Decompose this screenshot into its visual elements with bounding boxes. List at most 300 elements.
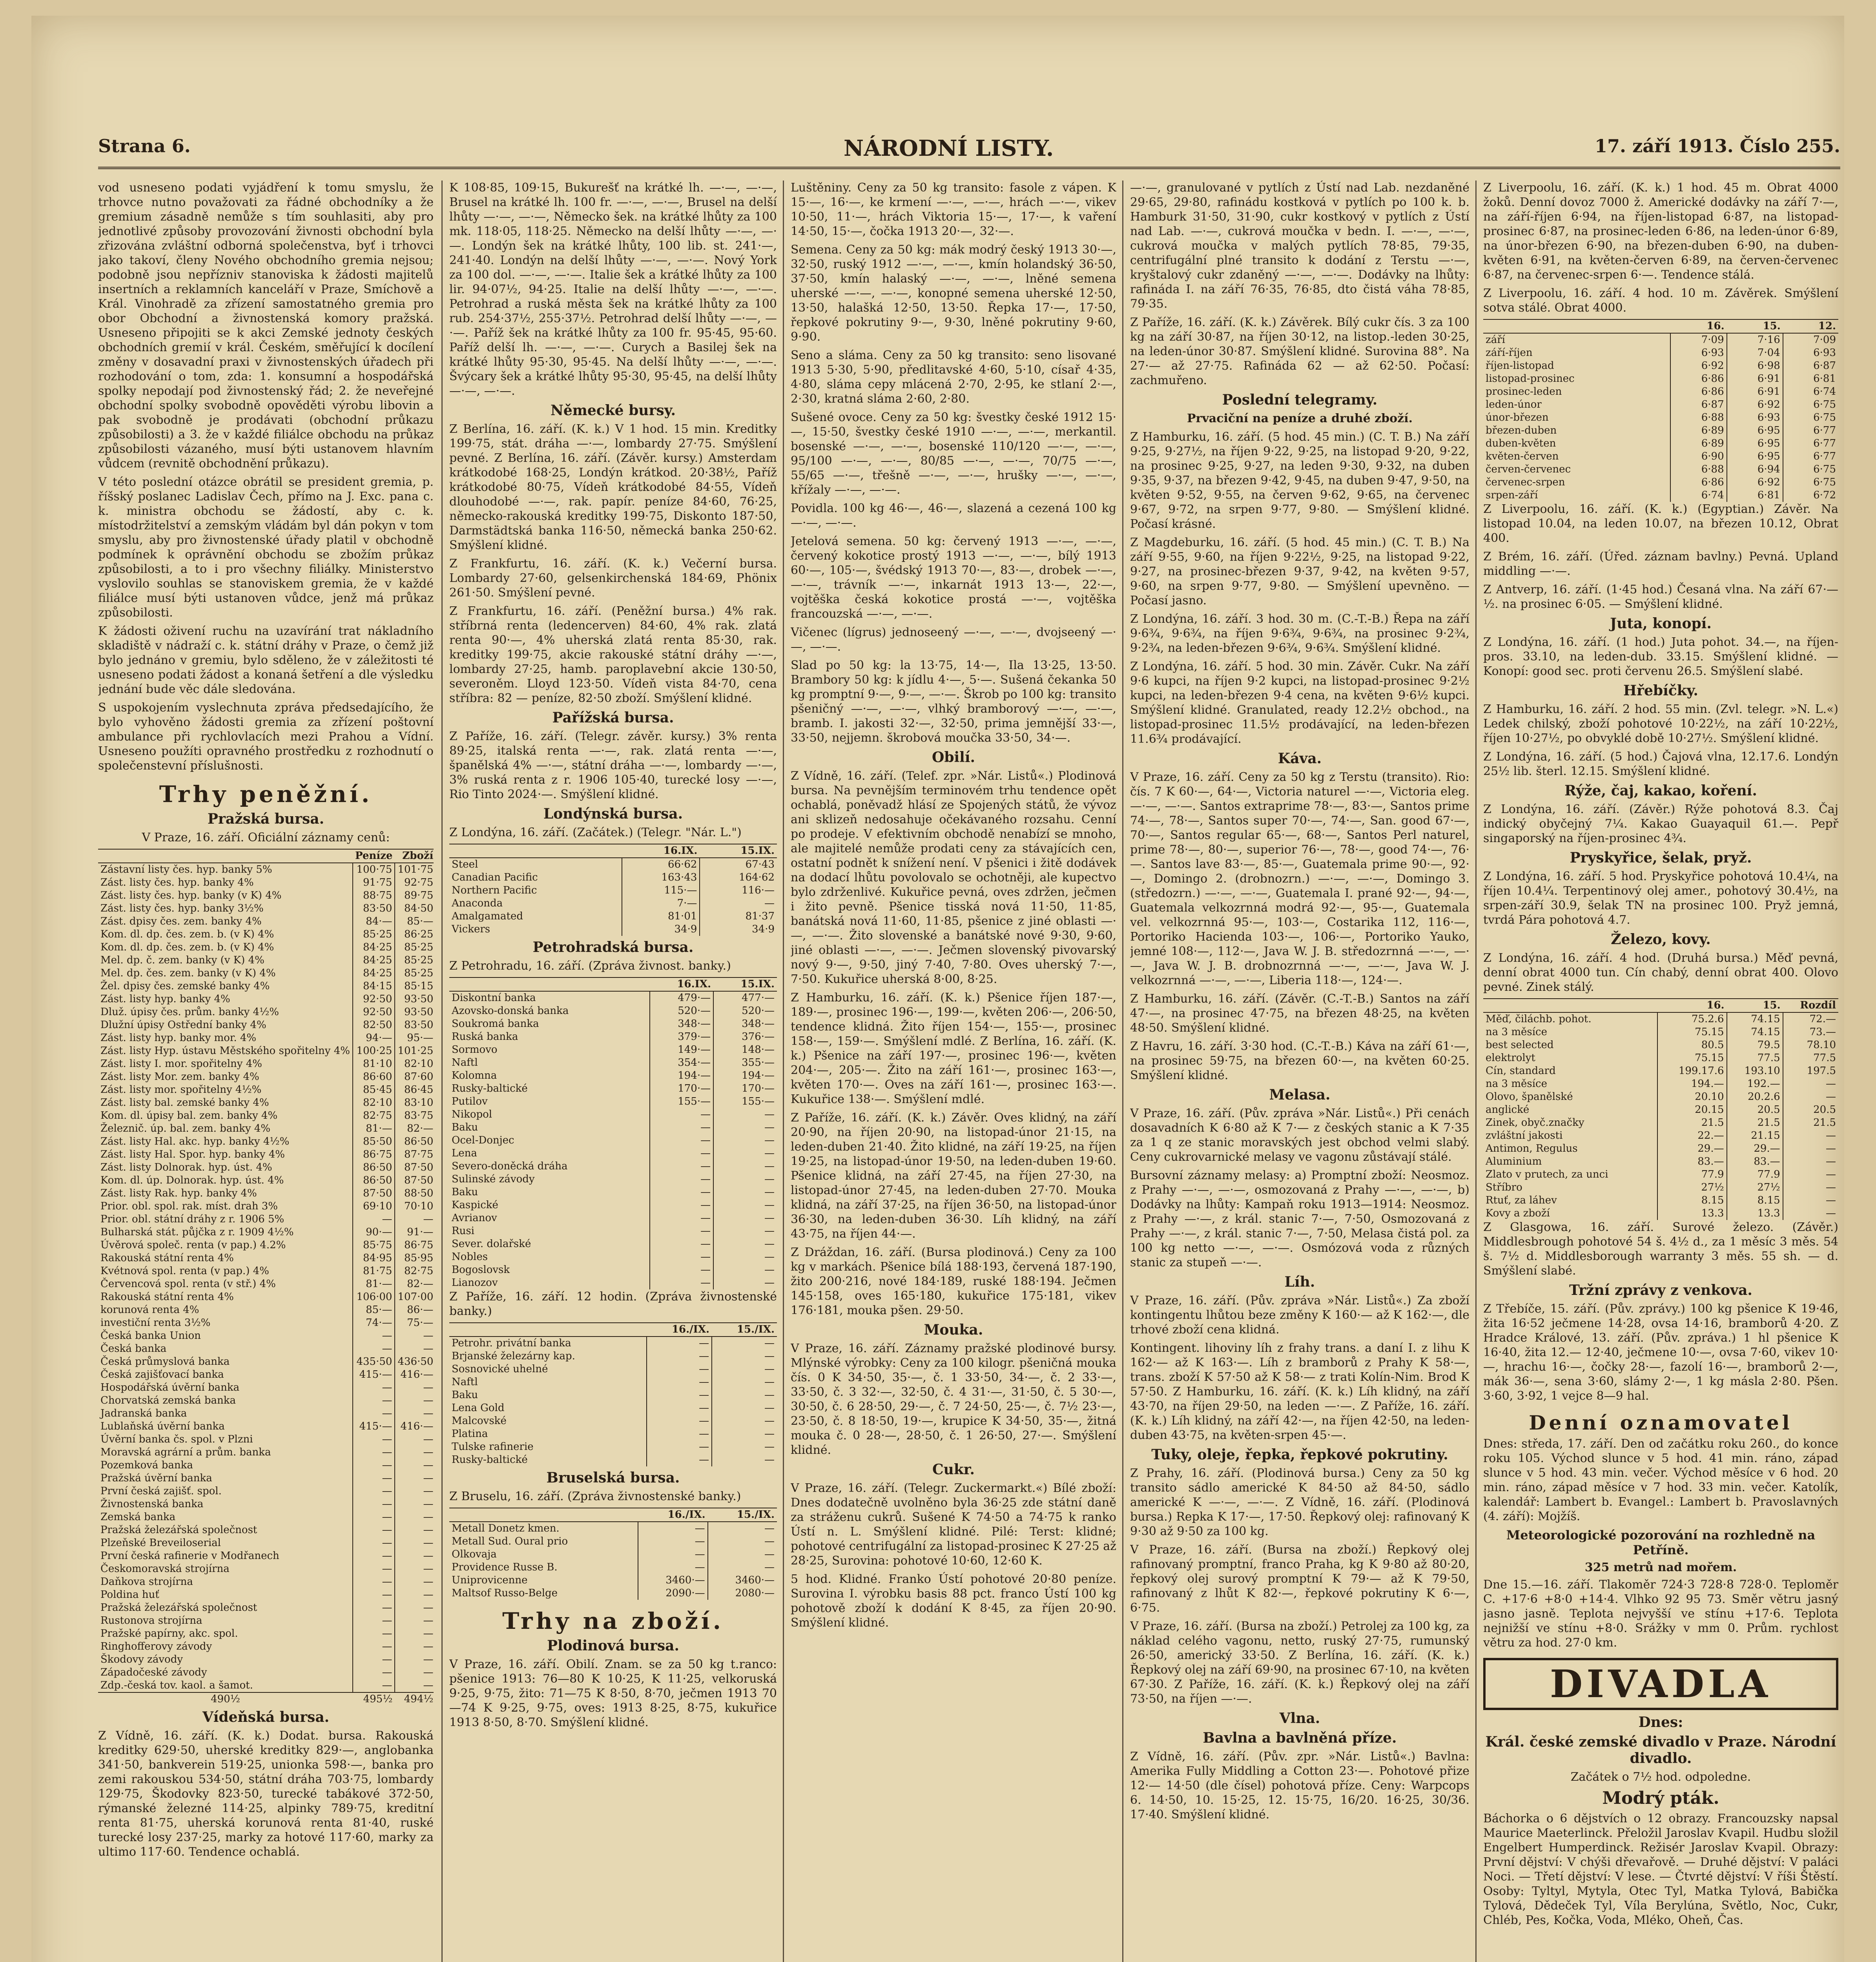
prague-bourse-value-cell: 100·25 (353, 1045, 395, 1058)
paris-bourse-row (449, 1389, 777, 1402)
subsection-heading: Tržní zprávy z venkova. (1569, 1282, 1752, 1298)
metals-row (1483, 1181, 1838, 1194)
brussels-bourse-value-cell: 3460·— (638, 1574, 708, 1587)
prague-bourse-value-cell: — (353, 1498, 395, 1511)
prague-bourse-row (98, 1575, 434, 1588)
market-paragraph: Z Vídně, 16. září. (Telef. zpr. »Nár. Listů«.) Plodinová bursa. Na pevnějším terminovém trhu tendence opět ochablá, poněvadž hlásí ze Spojených států, že vývoz ani sklizeň nedosahuje očekávaného rozsahu. Cenní po prodeje. V efektivním obchodě nenabízí se mnoho, ale majitelé nemůže prodati ceny za stávajících cen, ostatní podnět k snížení není. V pšenici i žitě dodávek na dodací lhůtu povolovalo se ochotněji, ale kupectvo bylo zdrženlivé. Kukuřice pevná, oves zdržen, ječmen i žito pevně. Pšenice tisská nová 11·50, 11·85, banátská nová 11·60, 11·85, pšenice z jiné oblasti —·—, —·—. Žito slovenské a banátské nové 9·30, 9·60, jiné oblasti —·—, —·—. Ječmen slovenský pivovarský nový 9·—, 9·50, jiný 7·40, 7·80. Oves uherský 7·—, 7·50. Kukuřice uherská 8·00, 8·25. (791, 769, 1116, 986)
liverpool-cotton-value-cell: 6·87 (1670, 398, 1727, 411)
paris-bourse-value-cell: — (712, 1376, 777, 1389)
prague-bourse-value-cell: 81·10 (353, 1058, 395, 1070)
prague-bourse-row (98, 1239, 434, 1252)
petersburg-bourse-value-cell: — (650, 1134, 713, 1147)
subsection-note: Z Londýna, 16. září. (Začátek.) (Telegr. "Nár. L.") (449, 826, 742, 839)
liverpool-cotton-row (1483, 424, 1838, 437)
liverpool-cotton-table (1483, 319, 1838, 502)
prague-bourse-row (98, 1368, 434, 1381)
prague-bourse-value-cell: 88·50 (395, 1187, 434, 1200)
prague-bourse-value-cell: 85·— (395, 915, 434, 928)
market-paragraph: V Praze, 16. září. (Pův. zpráva »Nár. Listů«.) Za zboží kontingentu lhůtou beze změny K 160·— až K 162·—, dle trhové zboží cena klidná. (1130, 1294, 1469, 1337)
prague-bourse-value-cell: — (395, 1342, 434, 1355)
subsection-note: Z Paříže, 16. září. 12 hodin. (Zpráva živnostenské banky.) (449, 1290, 777, 1318)
prague-bourse-value-cell: 436·50 (395, 1355, 434, 1368)
metals-value-cell: 75.15 (1657, 1052, 1727, 1065)
prague-bourse-row (98, 1032, 434, 1045)
theatre-time: Začátek o 7½ hod. odpoledne. (1570, 1770, 1751, 1784)
prague-bourse-row (98, 876, 434, 889)
metals-row (1483, 1052, 1838, 1065)
prague-bourse-value-cell: — (353, 1342, 395, 1355)
prague-bourse-value-cell: — (353, 1588, 395, 1601)
prague-bourse-label-cell: Zemská banka (100, 1511, 176, 1523)
london-bourse-column-header: 15.IX. (700, 844, 777, 858)
prague-bourse-value-cell: — (395, 1381, 434, 1394)
prague-bourse-value-cell: 85·50 (353, 1135, 395, 1148)
petersburg-bourse-value-cell: 194·— (650, 1069, 713, 1082)
subsection-heading: Bruselská bursa. (546, 1470, 680, 1486)
market-paragraph: Z Liverpoolu, 16. září. (K. k.) 1 hod. 45 m. Obrat 4000 žoků. Denní dovoz 7000 ž. Americké dodávky na září 7·—, na září-říjen 6·94, na říjen-listopad 6·87, na listopad-prosinec 6·87, na prosinec-leden 6·86, na leden-únor 6·89, na únor-březen 6·90, na březen-duben 6·90, na duben-květen 6·91, na květen-červen 6·89, na červen-červenec 6·87, na červenec-srpen 6·—. Tendence stálá. (1483, 181, 1838, 282)
petersburg-bourse-value-cell: — (650, 1108, 713, 1121)
market-paragraph: Kontingent. lihoviny líh z frahy trans. a daní I. z lihu K 162·— až K 163·—. Líh z bramborů z Prahy K 58·—, trans. zboží K 57·50 až K 58·— z trati Kolín-Nim. Brod K 57·50. Z Hamburku, 16. září. (K. k.) Líh klidný, na září 43·70, na říjen 29·50, na leden —·—. Z Paříže, 16. září. (K. k.) Líh klidný, na září 42·—, na říjen 42·50, na leden-duben 43·75, na květen-srpen 45·—. (1130, 1341, 1469, 1442)
prague-bourse-label-cell: Česká banka Union (100, 1330, 201, 1342)
article-paragraph: K žádosti oživení ruchu na uzavírání trat nákladního skladiště v nádraží c. k. státní dráhy v Praze, o čemž již bylo jednáno v gremiu, bylo sděleno, že v záležitosti té usneseno podati žádost a konaná šetření a dle výsledku jednání bude věc dále sledována. (98, 624, 434, 696)
petersburg-bourse-value-cell: — (713, 1147, 777, 1160)
prague-bourse-value-cell: — (395, 1433, 434, 1446)
prague-bourse-label-cell: Česká průmyslová banka (100, 1356, 230, 1368)
column-1 (98, 181, 434, 1962)
liverpool-cotton-label-cell: září (1486, 334, 1505, 346)
liverpool-cotton-value-cell: 6·92 (1727, 398, 1783, 411)
prague-bourse-row (98, 928, 434, 941)
liverpool-cotton-column-header: 15. (1727, 319, 1783, 333)
prague-bourse-value-cell: 85·15 (395, 980, 434, 993)
liverpool-cotton-value-cell: 6·93 (1727, 411, 1783, 424)
prague-bourse-value-cell: 95·— (395, 1032, 434, 1045)
paris-bourse-row (449, 1402, 777, 1415)
prague-bourse-row (98, 1265, 434, 1278)
prague-bourse-label-cell: Ringhofferovy závody (100, 1641, 212, 1652)
prague-bourse-row (98, 941, 434, 954)
brussels-bourse-value-cell: 2090·— (638, 1587, 708, 1600)
prague-bourse-row (98, 1135, 434, 1148)
metals-label-cell: Stříbro (1486, 1182, 1522, 1193)
prague-bourse-value-cell: 82·75 (395, 1265, 434, 1278)
liverpool-cotton-row (1483, 476, 1838, 489)
london-bourse-row (449, 884, 777, 897)
petersburg-bourse-row (449, 1108, 777, 1121)
prague-bourse-value-cell: 94·— (353, 1032, 395, 1045)
subsection-heading: Pražská bursa. (207, 811, 325, 827)
prague-bourse-value-cell: — (353, 1446, 395, 1459)
prague-bourse-row (98, 863, 434, 876)
prague-bourse-value-cell: — (353, 1524, 395, 1537)
market-paragraph: Z Paříže, 16. září. (K. k.) Závěr. Oves klidný, na září 20·90, na říjen 20·90, na listopad-únor 21·15, na leden-duben 21·40. Žito klidné, na září 19·25, na říjen 19·25, na listopad-únor 19·50, na leden-duben 19·60. Pšenice klidná, na září 27·45, na říjen 27·30, na listopad-únor 27·45, na leden-duben 27·70. Mouka klidná, na září 37·25, na říjen 36·50, na listopad-únor 36·30, na leden-duben 36·30. Líh klidný, na září 43·75, na říjen 44·—. (791, 1111, 1116, 1241)
metals-value-cell: 27½ (1657, 1181, 1727, 1194)
prague-bourse-value-cell: 415·— (353, 1420, 395, 1433)
prague-bourse-value-cell: 86·75 (353, 1148, 395, 1161)
market-paragraph: Vičenec (lígrus) jednoseený —·—, —·—, dvojseený —·—, —·—. (791, 625, 1116, 654)
metals-value-cell: 8.15 (1657, 1194, 1727, 1207)
subsection-note: Prvaciční na peníze a druhé zboží. (1187, 412, 1413, 425)
liverpool-cotton-label-cell: květen-červen (1486, 450, 1559, 462)
liverpool-cotton-row (1483, 437, 1838, 450)
metals-value-cell: 77.9 (1727, 1168, 1783, 1181)
paris-bourse-value-cell: — (712, 1363, 777, 1376)
prague-bourse-row (98, 1278, 434, 1291)
prague-bourse-row (98, 1407, 434, 1420)
petersburg-bourse-row (449, 1147, 777, 1160)
market-paragraph: Z Liverpoolu, 16. září. (K. k.) (Egyptian.) Závěr. Na listopad 10.04, na leden 10.07, na březen 10.12, Obrat 400. (1483, 502, 1838, 545)
prague-bourse-value-cell: 85·75 (353, 1239, 395, 1252)
market-paragraph: V Praze, 16. září. (Telegr. Zuckermarkt.«) Bílé zboží: Dnes dodatečně uvolněno byla 36·25 zde státní daně za stráženu cukrů. Sušené K 74·50 a 74·75 k ranko Ústí n. L. Smýšlení klidné. Pilé: Terst: klidné; pohotové centrifugální za listopad-prosinec K 27·25 až 28·25, Surovina: pohotové 10·60, 12·60 K. (791, 1481, 1116, 1568)
petersburg-bourse-label-cell: Nobles (452, 1251, 488, 1263)
metals-label-cell: na 3 měsíce (1486, 1078, 1547, 1090)
market-paragraph: V Praze, 16. září. (Bursa na zboží.) Petrolej za 100 kg, za náklad celého vagonu, netto, ruský 27·75, rumunský 26·50, americký 33·50. Z Berlína, 16. září. (K. k.) Řepkový olej na září 69·90, na prosinec 67·10, na květen 67·30. Z Paříže, 16. září. (K. k.) Řepkový olej na září 73·50, na říjen —·—. (1130, 1619, 1469, 1706)
paris-bourse-value-cell: — (647, 1363, 712, 1376)
prague-bourse-label-cell: Úvěrní banka čs. spol. v Plzni (100, 1433, 253, 1445)
metals-value-cell: 199.17.6 (1657, 1065, 1727, 1078)
petersburg-bourse-row (449, 1251, 777, 1264)
petersburg-bourse-value-cell: — (713, 1160, 777, 1173)
petersburg-bourse-row (449, 1186, 777, 1199)
liverpool-cotton-value-cell: 6·89 (1670, 437, 1727, 450)
liverpool-cotton-value-cell: 6·81 (1783, 372, 1838, 385)
petersburg-bourse-label-cell: Lena (452, 1147, 477, 1159)
london-bourse-column-header (449, 844, 622, 858)
petersburg-bourse-value-cell: — (650, 1160, 713, 1173)
paris-bourse-row (449, 1441, 777, 1453)
prague-bourse-value-cell: 87·50 (395, 1174, 434, 1187)
brussels-bourse-value-cell: — (638, 1522, 708, 1535)
subsection-heading: Obilí. (932, 749, 975, 766)
prague-bourse-value-cell: 81·75 (353, 1265, 395, 1278)
prague-bourse-value-cell: 92·75 (395, 876, 434, 889)
market-paragraph: V Praze, 16. září. Záznamy pražské plodinové bursy. Mlýnské výrobky: Ceny za 100 kilogr. pšeničná mouka čís. 0 K 34·50, 35·—, č. 1 33·50, 34·—, č. 2 33·—, 33·50, č. 3 32·—, 32·50, č. 4 31·—, 31·50, č. 5 30·—, 30·50, č. 6 28·50, 29·—, č. 7 24·50, 25·—, č. 7½ 23·—, 23·50, č. 8 18·50, 19·—, krupice K 34·50, 35·—, žitná mouka č. 0 28·—, 28·50, č. 1 26·50, 27·—. Smýšlení klidné. (791, 1342, 1116, 1457)
newspaper-page (31, 16, 1844, 1962)
prague-bourse-value-cell: — (395, 1588, 434, 1601)
prague-bourse-label-cell: Zástavní listy čes. hyp. banky 5% (100, 864, 272, 875)
prague-bourse-row (98, 1524, 434, 1537)
liverpool-cotton-value-cell: 6·89 (1670, 424, 1727, 437)
prague-bourse-value-cell: — (395, 1472, 434, 1485)
metals-value-cell: 75.2.6 (1657, 1012, 1727, 1026)
prague-bourse-label-cell: Zást. listy čes. hyp. banky 3½% (100, 903, 264, 914)
petersburg-bourse-value-cell: 376·— (713, 1030, 777, 1043)
liverpool-cotton-row (1483, 463, 1838, 476)
prague-bourse-label-cell: Česká zajišťovací banka (100, 1369, 224, 1380)
metals-value-cell: 78.10 (1783, 1039, 1838, 1052)
market-paragraph: V Praze, 16. září. (Pův. zpráva »Nár. Listů«.) Při cenách dosavadních K 6·80 až K 7·— z českých stanic a K 7·35 za 1 q ze stanic moravských jest obchod velmi slabý. Ceny cukrovarnické melasy ve vagonu zůstávají stálé. (1130, 1107, 1469, 1164)
article-paragraph: K 108·85, 109·15, Bukurešť na krátké lh. —·—, —·—, Brusel na krátké lh. 100 fr. —·—, —·—, Brusel na delší lhůty —·—, —·—, Německo šek. na krátké lhůty za 100 mk. 118·05, 118·25. Německo na delší lhůty —·—, —·—. Londýn šek na krátké lhůty, 100 lib. st. 241·—, 241·40. Londýn na delší lhůty —·—, —·—. Nový York za 100 dol. —·—, —·—. Italie šek a krátké lhůty za 100 lir. 94·07½, 94·25. Italie na delší lhůty —·—, —·—. Petrohrad a ruská města šek na krátké lhůty za 100 rub. 254·37½, 255·37½. Petrohrad delší lhůty —·—, —·—. Paříž šek na krátké lhůty za 100 fr. 95·45, 95·60. Paříž delší lh. —·—, —·—. Curych a Basilej šek na krátké lhůty 95·30, 95·45. Na delší lhůty —·—, —·—. Švýcary šek a krátké lhůty 95·30, 95·45, na delší lhůty —·—, —·—. (449, 181, 777, 398)
paris-bourse-column-header: 16./IX. (647, 1323, 712, 1337)
liverpool-cotton-value-cell: 7·16 (1727, 333, 1783, 346)
prague-bourse-value-cell: 81·— (353, 1122, 395, 1135)
prague-bourse-value-cell: — (353, 1407, 395, 1420)
theatre-name: Král. české zemské divadlo v Praze. Národní divadlo. (1485, 1734, 1836, 1767)
prague-bourse-label-cell: Zást. listy I. mor. spořitelny 4% (100, 1058, 262, 1070)
prague-bourse-value-cell: 84·25 (353, 967, 395, 980)
brussels-bourse-value-cell: — (638, 1535, 708, 1548)
prague-bourse-row (98, 1640, 434, 1653)
prague-bourse-label-cell: Prior. obl. státní dráhy z r. 1906 5% (100, 1213, 284, 1225)
market-paragraph: 5 hod. Klidné. Franko Ústí pohotové 20·80 peníze. Surovina I. výrobku basis 88 pct. franco Ústí 100 kg pohotově zboží k dodání K 8·45, za říjen 20·90. Smýšlení klidné. (791, 1572, 1116, 1630)
prague-bourse-label-cell: Kom. dl. úp. Dolnorak. hyp. úst. 4% (100, 1174, 284, 1186)
article-paragraph: vod usneseno podati vyjádření k tomu smyslu, že trhovce nutno považovati za řádné obchodníky a že gremium zásadně nemůže s tím souhlasiti, aby pro jednotlivé způsoby provozování živnosti obchodní byla zřizována zvláštní odborná společenstva, byť i trhovci jako takoví, členy Nového obchodního gremia nejsou; podobně jsou nepřízniv stanoviska k žádosti majitelů insertních a reklamních kanceláří v Praze, Smíchově a Král. Vinohradě za zřízení samostatného gremia pro obor Obchodní a živnostenská komory pražská. Usneseno připojiti se k akci Zemské jednoty českých obchodních gremií v král. Českém, směřující k docílení změny v dosavadní praxi v živnostenských úřadech při rozhodování o tom, zda: 1. konsumní a hospodářská spolky nepodají pod živnostenský řád; 2. že neveřejné obchodní spolky svobodně opověděti výrobu libovin a pak svobodně je prodávati (obchodní průkazu způsobilosti) a 3. že v každé filiálce obchodu na průkaz způsobilosti vázaného, musí býti ustanovem hlavním vůdcem (revnitě obchodnění průkazu). (98, 181, 434, 470)
article-paragraph: Z Frankfurtu, 16. září. (K. k.) Večerní bursa. Lombardy 27·60, gelsenkirchenská 184·69, Phönix 261·50. Smýšlení pevné. (449, 557, 777, 600)
petersburg-bourse-value-cell: 155·— (650, 1095, 713, 1108)
prague-bourse-value-cell: 82·— (395, 1122, 434, 1135)
weather-heading: Meteorologické pozorování na rozhledně na Petříně. (1506, 1528, 1816, 1557)
petersburg-bourse-row (449, 1212, 777, 1225)
liverpool-cotton-value-cell: 6·86 (1670, 372, 1727, 385)
column-3 (791, 181, 1116, 1962)
subsection-heading: Káva. (1278, 750, 1322, 767)
brussels-bourse-column-header: 15./IX. (708, 1508, 777, 1522)
market-paragraph: Z Londýna, 16. září. 4 hod. (Druhá bursa.) Měď pevná, denní obrat 4000 tun. Cín chabý, denní obrat 400. Olovo pevné. Zinek stálý. (1483, 951, 1838, 994)
brussels-bourse-row (449, 1535, 777, 1548)
prague-bourse-label-cell: Zást. listy mor. spořitelny 4½% (100, 1084, 262, 1096)
prague-bourse-row (98, 1627, 434, 1640)
liverpool-cotton-label-cell: únor-březen (1486, 412, 1549, 423)
prague-bourse-label-cell: Zást. listy Mor. zem. banky 4% (100, 1071, 259, 1083)
liverpool-cotton-row (1483, 333, 1838, 346)
subsection-heading: Vlna. (1279, 1710, 1320, 1727)
prague-bourse-label-cell: První česká zajišť. spol. (100, 1485, 222, 1497)
london-bourse-label-cell: Steel (452, 859, 478, 870)
metals-label-cell: Kovy a zboží (1486, 1207, 1550, 1219)
brussels-bourse-label-cell: Uniprovicenne (452, 1574, 528, 1586)
petersburg-bourse-label-cell: Diskontní banka (452, 992, 536, 1004)
london-bourse-label-cell: Amalgamated (452, 910, 523, 922)
brussels-bourse-value-cell: 3460·— (708, 1574, 777, 1587)
liverpool-cotton-value-cell: 6·91 (1727, 385, 1783, 398)
paris-bourse-value-cell: — (712, 1337, 777, 1350)
prague-bourse-value-cell: — (395, 1524, 434, 1537)
prague-bourse-label-cell: Zást. listy hyp. banky mor. 4% (100, 1032, 257, 1044)
paris-bourse-label-cell: Brjanské železárny kap. (452, 1350, 575, 1362)
paris-bourse-row (449, 1428, 777, 1441)
brussels-bourse-table (449, 1508, 777, 1600)
prague-bourse-label-cell: Dlužní úpisy Ostřední banky 4% (100, 1019, 266, 1031)
prague-bourse-row (98, 1537, 434, 1550)
column-2 (449, 181, 777, 1962)
prague-bourse-label-cell: Zást. listy čes. hyp. banky 4% (100, 877, 254, 888)
issue-date: 17. září 1913. Číslo 255. (1595, 135, 1840, 157)
prague-bourse-value-cell: — (353, 1627, 395, 1640)
market-paragraph: Z Hamburku, 16. září. (5 hod. 45 min.) (C. T. B.) Na září 9·25, 9·27½, na říjen 9·22, 9·25, na listopad 9·20, 9·22, na prosinec 9·25, 9·27, na leden 9·30, 9·32, na duben 9·35, 9·37, na březen 9·42, 9·45, na duben 9·47, 9·50, na květen 9·52, 9·55, na červen 9·62, 9·65, na červenec 9·67, 9·72, na srpen 9·77, 9·80. — Smýšlení klidné. Počasí krásné. (1130, 430, 1469, 531)
liverpool-cotton-value-cell: 7·09 (1670, 333, 1727, 346)
metals-column-header: 15. (1727, 999, 1783, 1012)
prague-bourse-value-cell: — (395, 1394, 434, 1407)
petersburg-bourse-value-cell: — (713, 1276, 777, 1289)
prague-bourse-label-cell: Zást. listy Dolnorak. hyp. úst. 4% (100, 1162, 272, 1173)
petersburg-bourse-label-cell: Baku (452, 1186, 478, 1198)
petersburg-bourse-row (449, 1160, 777, 1173)
petersburg-bourse-value-cell: 348·— (650, 1017, 713, 1030)
prague-bourse-row (98, 1394, 434, 1407)
petersburg-bourse-value-cell: — (713, 1251, 777, 1264)
brussels-bourse-value-cell: 2080·— (708, 1587, 777, 1600)
prague-bourse-row (98, 1653, 434, 1666)
paris-bourse-row (449, 1350, 777, 1363)
column-rule (1122, 181, 1123, 1962)
liverpool-cotton-value-cell: 6·98 (1727, 359, 1783, 372)
prague-bourse-label-cell: Jadranská banka (100, 1408, 187, 1419)
metals-value-cell: 29.— (1727, 1142, 1783, 1155)
petersburg-bourse-label-cell: Azovsko-donská banka (452, 1005, 569, 1017)
prague-bourse-value-cell: 86·25 (395, 928, 434, 941)
petersburg-bourse-value-cell: — (713, 1173, 777, 1186)
london-bourse-value-cell: 34·9 (622, 923, 700, 936)
prague-bourse-row (98, 967, 434, 980)
prague-bourse-label-cell: Kom. dl. úpisy bal. zem. banky 4% (100, 1110, 278, 1121)
liverpool-cotton-value-cell: 6·90 (1670, 450, 1727, 463)
prague-bourse-label-cell: Zdp.-česká tov. kaol. a šamot. (100, 1679, 253, 1691)
paris-bourse-value-cell: — (647, 1389, 712, 1402)
petersburg-bourse-row (449, 1030, 777, 1043)
petersburg-bourse-label-cell: Lianozov (452, 1277, 498, 1289)
prague-bourse-value-cell: — (353, 1485, 395, 1498)
prague-bourse-value-cell: 84·15 (353, 980, 395, 993)
prague-bourse-label-cell: Kom. dl. dp. čes. zem. b. (v K) 4% (100, 928, 274, 940)
prague-bourse-label-cell: Zást. listy Rak. hyp. banky 4% (100, 1187, 257, 1199)
prague-bourse-value-cell: 75·— (395, 1317, 434, 1329)
prague-bourse-value-cell: — (353, 1614, 395, 1627)
prague-bourse-value-cell: — (353, 1679, 395, 1692)
article-paragraph: Z Paříže, 16. září. (Telegr. závěr. kursy.) 3% renta 89·25, italská renta —·—, rak. zlatá renta —·—, španělská 4% —·—, státní dráha —·—, lombardy —·—, 3% ruská renta z r. 1906 105·40, turecké losy —·—, Rio Tinto 2024·—. Smýšlení klidné. (449, 729, 777, 801)
metals-value-cell: 8.15 (1727, 1194, 1783, 1207)
liverpool-cotton-value-cell: 6·77 (1783, 437, 1838, 450)
prague-bourse-row (98, 1109, 434, 1122)
petersburg-bourse-column-header: 15.IX. (713, 977, 777, 991)
prague-bourse-value-cell: — (353, 1601, 395, 1614)
prague-bourse-value-cell: — (353, 1653, 395, 1666)
prague-bourse-value-cell: 93·50 (395, 993, 434, 1006)
prague-bourse-row (98, 1601, 434, 1614)
prague-bourse-label-cell: Plzeňské Breveiloserial (100, 1537, 221, 1549)
prague-bourse-row (98, 1498, 434, 1511)
prague-bourse-row (98, 1083, 434, 1096)
metals-value-cell: 194.— (1657, 1078, 1727, 1090)
prague-bourse-value-cell: 70·10 (395, 1200, 434, 1213)
petersburg-bourse-label-cell: Sormovo (452, 1044, 498, 1056)
prague-bourse-value-cell: 416·— (395, 1420, 434, 1433)
prague-bourse-value-cell: 84·95 (353, 1252, 395, 1265)
petersburg-bourse-value-cell: — (650, 1121, 713, 1134)
petersburg-bourse-label-cell: Baku (452, 1121, 478, 1133)
metals-value-cell: 79.5 (1727, 1039, 1783, 1052)
prague-bourse-value-cell: — (395, 1498, 434, 1511)
petersburg-bourse-row (449, 1043, 777, 1056)
prague-bourse-value-cell: — (353, 1550, 395, 1563)
liverpool-cotton-value-cell: 6·74 (1670, 489, 1727, 502)
market-paragraph: Z Glasgowa, 16. září. Surové železo. (Závěr.) Middlesbrough pohotové 54 š. 4½ d., za 1 měsíc 3 měs. 54 š. 7½ d. Middlesborough warranty 3 měs. 55 sh. — d. Smýšlení slabé. (1483, 1220, 1838, 1278)
liverpool-cotton-value-cell: 6·95 (1727, 424, 1783, 437)
petersburg-bourse-row (449, 1082, 777, 1095)
metals-value-cell: 193.10 (1727, 1065, 1783, 1078)
prague-bourse-column-header: Zboží (395, 849, 434, 863)
brussels-bourse-label-cell: Metall Donetz kmen. (452, 1523, 560, 1534)
metals-table (1483, 998, 1838, 1220)
prague-bourse-label-cell: Zást. listy hyp. banky 4% (100, 993, 230, 1005)
brussels-bourse-value-cell: — (638, 1548, 708, 1561)
petersburg-bourse-label-cell: Soukromá banka (452, 1018, 539, 1030)
brussels-bourse-row (449, 1574, 777, 1587)
metals-row (1483, 1129, 1838, 1142)
prague-bourse-value-cell: 85·25 (395, 954, 434, 967)
london-bourse-label-cell: Anaconda (452, 897, 503, 909)
london-bourse-row (449, 910, 777, 923)
prague-bourse-value-cell: 88·75 (353, 889, 395, 902)
london-bourse-value-cell: 115·— (622, 884, 700, 897)
metals-value-cell: 29.— (1657, 1142, 1727, 1155)
brussels-bourse-row (449, 1548, 777, 1561)
petersburg-bourse-label-cell: Kaspické (452, 1199, 498, 1211)
metals-row (1483, 1207, 1838, 1220)
prague-bourse-row (98, 1381, 434, 1394)
prague-bourse-value-cell: 91·— (395, 1226, 434, 1239)
metals-label-cell: Antimon, Regulus (1486, 1143, 1578, 1154)
petersburg-bourse-label-cell: Nikopol (452, 1109, 492, 1120)
prague-bourse-label-cell: Pražská úvěrní banka (100, 1472, 212, 1484)
brussels-bourse-value-cell: — (708, 1548, 777, 1561)
petersburg-bourse-value-cell: 354·— (650, 1056, 713, 1069)
liverpool-cotton-value-cell: 6·86 (1670, 476, 1727, 489)
paris-bourse-value-cell: — (647, 1350, 712, 1363)
liverpool-cotton-row (1483, 385, 1838, 398)
metals-value-cell: 83.— (1657, 1155, 1727, 1168)
paris-bourse-table (449, 1322, 777, 1466)
prague-bourse-value-cell: — (353, 1381, 395, 1394)
market-paragraph: Z Londýna, 16. září. (5 hod.) Čajová vlna, 12.17.6. Londýn 25½ lib. šterl. 12.15. Smýšlení klidné. (1483, 750, 1838, 778)
petersburg-bourse-label-cell: Ocel-Donjec (452, 1134, 514, 1146)
prague-bourse-value-cell: 84·— (353, 915, 395, 928)
metals-label-cell: Zinek, obyč.značky (1486, 1117, 1584, 1129)
prague-bourse-value-cell: — (395, 1614, 434, 1627)
petersburg-bourse-label-cell: Sulinské závody (452, 1173, 535, 1185)
column-5 (1483, 181, 1838, 1962)
petersburg-bourse-value-cell: — (650, 1238, 713, 1251)
petersburg-bourse-value-cell: — (650, 1186, 713, 1199)
prague-bourse-row (98, 1459, 434, 1472)
subsection-heading: Mouka. (924, 1322, 983, 1338)
petersburg-bourse-value-cell: — (713, 1264, 777, 1276)
prague-bourse-label-cell: Rakouská státní renta 4% (100, 1291, 234, 1303)
liverpool-cotton-value-cell: 6·75 (1783, 463, 1838, 476)
prague-bourse-label-cell: Červencová spol. renta (v stř.) 4% (100, 1278, 276, 1290)
prague-bourse-label-cell: Zást. listy Hal. Spor. hyp. banky 4% (100, 1149, 285, 1160)
petersburg-bourse-row (449, 1238, 777, 1251)
metals-value-cell: 20.5 (1783, 1103, 1838, 1116)
metals-value-cell: 21.5 (1657, 1116, 1727, 1129)
prague-bourse-row (98, 1614, 434, 1627)
prague-bourse-label-cell: Lublaňská úvěrní banka (100, 1420, 225, 1432)
metals-value-cell: — (1783, 1168, 1838, 1181)
petersburg-bourse-value-cell: — (713, 1108, 777, 1121)
market-paragraph: Semena. Ceny za 50 kg: mák modrý český 1913 30·—, 32·50, ruský 1912 —·—, —·—, kmín holandský 36·50, 37·50, kmín halaský —·—, —·—, lněné semena uherské —·—, —·—, konopné semena uherské 12·50, 13·50, halašká 12·50, 13·50. Řepka 17·—, 17·50, řepkové pokrutiny 9·—, 9·30, lněné pokrutiny 9·60, 9·90. (791, 243, 1116, 344)
paris-bourse-row (449, 1415, 777, 1428)
paris-bourse-value-cell: — (712, 1453, 777, 1466)
petersburg-bourse-value-cell: 170·— (650, 1082, 713, 1095)
petersburg-bourse-value-cell: 148·— (713, 1043, 777, 1056)
prague-bourse-row (98, 889, 434, 902)
metals-value-cell: 83.— (1727, 1155, 1783, 1168)
prague-bourse-row (98, 1355, 434, 1368)
market-paragraph: Z Prahy, 16. září. (Plodinová bursa.) Ceny za 50 kg transito sádlo americké K 84·50 až 84·50, sádlo americké K —·—, —·—. Z Vídně, 16. září. (Plodinová bursa.) Repka K 17·—, 17·50. Řepkový olej: rafinovaný K 9·30 až 9·50 za 100 kg. (1130, 1466, 1469, 1538)
london-bourse-column-header: 16.IX. (622, 844, 700, 858)
prague-bourse-value-cell: 90·— (353, 1226, 395, 1239)
liverpool-cotton-label-cell: září-říjen (1486, 347, 1533, 359)
london-bourse-value-cell: 81·01 (622, 910, 700, 923)
